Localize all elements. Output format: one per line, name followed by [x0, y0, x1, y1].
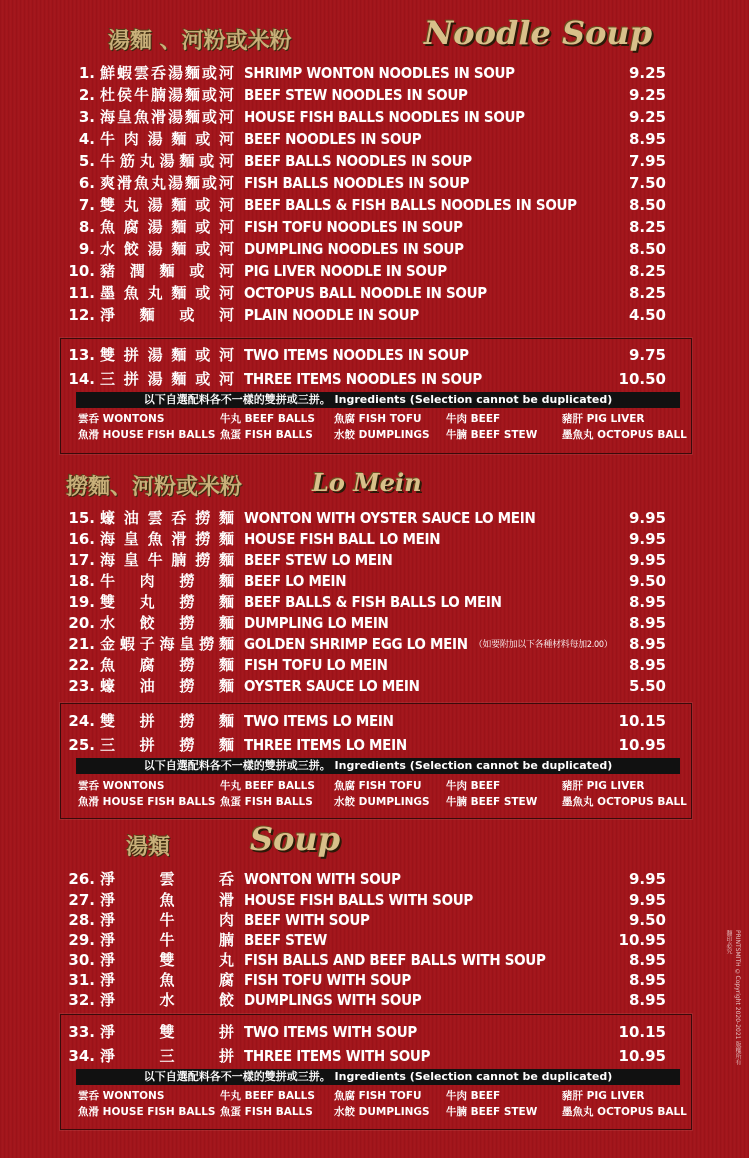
item-number: 5. — [78, 152, 95, 170]
item-name-cn: 海 皇 牛 腩 撈 麵 — [100, 551, 234, 569]
item-price: 8.95 — [628, 130, 666, 148]
item-name-cn: 淨 雙 拼 — [100, 1023, 234, 1041]
item-name-cn: 淨 雙 丸 — [100, 951, 234, 969]
menu-item — [0, 195, 749, 215]
item-name-en: HOUSE FISH BALLS WITH SOUP — [244, 891, 473, 909]
menu-item — [0, 173, 749, 193]
menu-item — [0, 930, 749, 950]
ingredient-option: 水餃 DUMPLINGS — [334, 796, 430, 808]
ingredient-option: 魚腐 FISH TOFU — [334, 413, 422, 425]
ingredient-option: 魚滑 HOUSE FISH BALLS — [78, 796, 216, 808]
item-number: 25. — [68, 736, 95, 754]
ingredient-option: 水餃 DUMPLINGS — [334, 1106, 430, 1118]
item-name-en: BEEF LO MEIN — [244, 572, 347, 590]
item-number: 6. — [78, 174, 95, 192]
ingredient-option: 魚腐 FISH TOFU — [334, 780, 422, 792]
item-name-cn: 淨 三 拼 — [100, 1047, 234, 1065]
item-name-cn: 墨 魚 丸 麵 或 河 — [100, 284, 234, 302]
ingredient-option: 豬肝 PIG LIVER — [562, 780, 645, 792]
item-name-cn: 三 拼 湯 麵 或 河 — [100, 370, 234, 388]
menu-item — [0, 890, 749, 910]
item-price: 9.50 — [628, 911, 666, 929]
ingredient-option: 魚滑 HOUSE FISH BALLS — [78, 1106, 216, 1118]
item-name-en: HOUSE FISH BALLS NOODLES IN SOUP — [244, 108, 525, 126]
item-name-cn: 杜 侯 牛 腩 湯 麵 或 河 — [100, 86, 234, 104]
ingredient-option: 牛丸 BEEF BALLS — [220, 780, 315, 792]
item-number: 8. — [78, 218, 95, 236]
menu-item — [0, 1046, 749, 1066]
item-name-cn: 海 皇 魚 滑 撈 麵 — [100, 530, 234, 548]
menu-item — [0, 711, 749, 731]
item-name-cn: 爽 滑 魚 丸 湯 麵 或 河 — [100, 174, 234, 192]
ingredient-option: 魚蛋 FISH BALLS — [220, 429, 313, 441]
item-price: 9.50 — [628, 572, 666, 590]
menu-item — [0, 151, 749, 171]
item-name-en: THREE ITEMS NOODLES IN SOUP — [244, 370, 482, 388]
item-price: 8.95 — [628, 656, 666, 674]
item-number: 28. — [68, 911, 95, 929]
item-price: 10.95 — [618, 1047, 666, 1065]
item-name-cn: 牛 肉 撈 麵 — [100, 572, 234, 590]
ingredient-option: 魚蛋 FISH BALLS — [220, 796, 313, 808]
item-name-en: PIG LIVER NOODLE IN SOUP — [244, 262, 447, 280]
item-price: 9.95 — [628, 509, 666, 527]
item-number: 26. — [68, 870, 95, 888]
item-name-cn: 雙 拼 湯 麵 或 河 — [100, 346, 234, 364]
menu-item — [0, 592, 749, 612]
item-name-en: FISH TOFU WITH SOUP — [244, 971, 411, 989]
ingredient-option: 豬肝 PIG LIVER — [562, 1090, 645, 1102]
item-name-cn: 淨 水 餃 — [100, 991, 234, 1009]
item-price: 9.75 — [628, 346, 666, 364]
item-name-en: WONTON WITH SOUP — [244, 870, 401, 888]
item-name-cn: 雙 丸 湯 麵 或 河 — [100, 196, 234, 214]
item-price: 8.25 — [628, 218, 666, 236]
ingredient-option: 牛丸 BEEF BALLS — [220, 1090, 315, 1102]
ingredient-option: 墨魚丸 OCTOPUS BALL — [562, 1106, 687, 1118]
item-name-cn: 淨 雲 呑 — [100, 870, 234, 888]
menu-item — [0, 970, 749, 990]
item-number: 1. — [78, 64, 95, 82]
item-name-en: BEEF STEW NOODLES IN SOUP — [244, 86, 468, 104]
item-number: 2. — [78, 86, 95, 104]
menu-item — [0, 676, 749, 696]
item-name-en: BEEF STEW LO MEIN — [244, 551, 393, 569]
ingredient-option: 牛肉 BEEF — [446, 1090, 501, 1102]
item-name-en: HOUSE FISH BALL LO MEIN — [244, 530, 441, 548]
ingredient-option: 魚滑 HOUSE FISH BALLS — [78, 429, 216, 441]
item-name-cn: 蠔 油 撈 麵 — [100, 677, 234, 695]
menu-item — [0, 869, 749, 889]
soup-title-cn: 湯類 — [126, 834, 171, 860]
ingredient-option: 牛肉 BEEF — [446, 780, 501, 792]
menu-item — [0, 129, 749, 149]
item-name-cn: 蠔 油 雲 呑 撈 麵 — [100, 509, 234, 527]
item-name-en: FISH TOFU NOODLES IN SOUP — [244, 218, 463, 236]
item-price: 8.50 — [628, 196, 666, 214]
item-price: 7.50 — [628, 174, 666, 192]
item-number: 23. — [68, 677, 95, 695]
item-number: 10. — [68, 262, 95, 280]
item-name-cn: 金 蝦 子 海 皇 撈 麵 — [100, 635, 234, 653]
menu-item — [0, 85, 749, 105]
item-number: 15. — [68, 509, 95, 527]
item-price: 8.95 — [628, 635, 666, 653]
item-number: 19. — [68, 593, 95, 611]
noodle-soup-title-en: Noodle Soup — [424, 14, 653, 52]
ingredient-option: 雲呑 WONTONS — [78, 780, 165, 792]
item-name-cn: 雙 拼 撈 麵 — [100, 712, 234, 730]
menu-item — [0, 345, 749, 365]
ingredient-option: 牛丸 BEEF BALLS — [220, 413, 315, 425]
item-price: 8.95 — [628, 614, 666, 632]
menu-item — [0, 950, 749, 970]
item-name-en: BEEF BALLS & FISH BALLS NOODLES IN SOUP — [244, 196, 577, 214]
item-name-en: BEEF STEW — [244, 931, 327, 949]
item-name-cn: 水 餃 湯 麵 或 河 — [100, 240, 234, 258]
item-name-cn: 淨 魚 腐 — [100, 971, 234, 989]
item-name-cn: 淨 魚 滑 — [100, 891, 234, 909]
menu-item — [0, 508, 749, 528]
item-name-cn: 淨 牛 肉 — [100, 911, 234, 929]
item-name-en: GOLDEN SHRIMP EGG LO MEIN （如要附加以下各種材料每加2.00） — [244, 635, 613, 653]
item-note: （如要附加以下各種材料每加2.00） — [473, 639, 613, 650]
item-number: 29. — [68, 931, 95, 949]
item-number: 9. — [78, 240, 95, 258]
item-price: 8.50 — [628, 240, 666, 258]
item-number: 11. — [68, 284, 95, 302]
item-price: 9.25 — [628, 86, 666, 104]
item-name-cn: 淨 牛 腩 — [100, 931, 234, 949]
item-number: 14. — [68, 370, 95, 388]
item-number: 13. — [68, 346, 95, 364]
item-number: 32. — [68, 991, 95, 1009]
item-name-en: THREE ITEMS WITH SOUP — [244, 1047, 431, 1065]
ingredients-bar: 以下自選配料各不一樣的雙拼或三拼。 Ingredients (Selection cannot be duplicated) — [76, 1069, 680, 1085]
item-price: 8.25 — [628, 284, 666, 302]
item-number: 18. — [68, 572, 95, 590]
ingredient-option: 魚蛋 FISH BALLS — [220, 1106, 313, 1118]
item-price: 9.95 — [628, 530, 666, 548]
item-name-en: TWO ITEMS NOODLES IN SOUP — [244, 346, 469, 364]
item-name-cn: 豬 潤 麵 或 河 — [100, 262, 234, 280]
item-number: 3. — [78, 108, 95, 126]
menu-item — [0, 613, 749, 633]
menu-item — [0, 990, 749, 1010]
item-number: 4. — [78, 130, 95, 148]
ingredient-option: 墨魚丸 OCTOPUS BALL — [562, 429, 687, 441]
ingredients-bar: 以下自選配料各不一樣的雙拼或三拼。 Ingredients (Selection cannot be duplicated) — [76, 392, 680, 408]
menu-item — [0, 571, 749, 591]
item-price: 8.25 — [628, 262, 666, 280]
item-name-en: OYSTER SAUCE LO MEIN — [244, 677, 420, 695]
item-name-cn: 三 拼 撈 麵 — [100, 736, 234, 754]
item-price: 7.95 — [628, 152, 666, 170]
noodle-soup-title-cn: 湯麵 、河粉或米粉 — [108, 28, 292, 54]
item-price: 8.95 — [628, 971, 666, 989]
ingredient-option: 魚腐 FISH TOFU — [334, 1090, 422, 1102]
item-name-en: PLAIN NOODLE IN SOUP — [244, 306, 419, 324]
item-number: 27. — [68, 891, 95, 909]
item-number: 34. — [68, 1047, 95, 1065]
item-price: 10.15 — [618, 712, 666, 730]
item-number: 33. — [68, 1023, 95, 1041]
ingredients-bar: 以下自選配料各不一樣的雙拼或三拼。 Ingredients (Selection cannot be duplicated) — [76, 758, 680, 774]
menu-item — [0, 63, 749, 83]
item-name-en: BEEF BALLS NOODLES IN SOUP — [244, 152, 472, 170]
item-number: 17. — [68, 551, 95, 569]
menu-item — [0, 655, 749, 675]
item-name-en: BEEF NOODLES IN SOUP — [244, 130, 422, 148]
item-name-en: DUMPLINGS WITH SOUP — [244, 991, 422, 1009]
item-number: 16. — [68, 530, 95, 548]
ingredient-option: 水餃 DUMPLINGS — [334, 429, 430, 441]
copyright-text: PRINTSMITH ©Copyright 2020-2021 版權所有 翻印必究 — [725, 930, 741, 1066]
ingredient-option: 豬肝 PIG LIVER — [562, 413, 645, 425]
lo-mein-title-en: Lo Mein — [312, 468, 422, 497]
ingredient-option: 牛肉 BEEF — [446, 413, 501, 425]
item-number: 12. — [68, 306, 95, 324]
menu-item — [0, 305, 749, 325]
item-name-en: FISH BALLS AND BEEF BALLS WITH SOUP — [244, 951, 546, 969]
item-name-en: FISH TOFU LO MEIN — [244, 656, 388, 674]
item-price: 8.95 — [628, 991, 666, 1009]
item-price: 4.50 — [628, 306, 666, 324]
item-name-en: TWO ITEMS WITH SOUP — [244, 1023, 417, 1041]
soup-title-en: Soup — [250, 820, 341, 858]
item-name-cn: 魚 腐 撈 麵 — [100, 656, 234, 674]
item-price: 5.50 — [628, 677, 666, 695]
item-name-en: BEEF BALLS & FISH BALLS LO MEIN — [244, 593, 502, 611]
item-name-en: SHRIMP WONTON NOODLES IN SOUP — [244, 64, 515, 82]
item-name-cn: 魚 腐 湯 麵 或 河 — [100, 218, 234, 236]
item-name-cn: 海 皇 魚 滑 湯 麵 或 河 — [100, 108, 234, 126]
item-name-cn: 淨 麵 或 河 — [100, 306, 234, 324]
item-number: 20. — [68, 614, 95, 632]
item-price: 10.95 — [618, 931, 666, 949]
menu-item — [0, 634, 749, 654]
item-price: 8.95 — [628, 951, 666, 969]
menu-item — [0, 217, 749, 237]
item-price: 9.95 — [628, 870, 666, 888]
ingredient-option: 雲呑 WONTONS — [78, 1090, 165, 1102]
menu-item — [0, 735, 749, 755]
item-number: 24. — [68, 712, 95, 730]
menu-item — [0, 107, 749, 127]
ingredient-option: 墨魚丸 OCTOPUS BALL — [562, 796, 687, 808]
item-name-cn: 雙 丸 撈 麵 — [100, 593, 234, 611]
menu-item — [0, 550, 749, 570]
item-name-en: DUMPLING NOODLES IN SOUP — [244, 240, 464, 258]
item-name-en: OCTOPUS BALL NOODLE IN SOUP — [244, 284, 487, 302]
item-price: 8.95 — [628, 593, 666, 611]
item-number: 22. — [68, 656, 95, 674]
item-name-en: FISH BALLS NOODLES IN SOUP — [244, 174, 470, 192]
item-name-en: DUMPLING LO MEIN — [244, 614, 389, 632]
item-number: 31. — [68, 971, 95, 989]
item-name-cn: 牛 肉 湯 麵 或 河 — [100, 130, 234, 148]
item-name-en: BEEF WITH SOUP — [244, 911, 370, 929]
menu-item — [0, 529, 749, 549]
item-name-cn: 鮮 蝦 雲 呑 湯 麵 或 河 — [100, 64, 234, 82]
item-number: 7. — [78, 196, 95, 214]
item-name-en: WONTON WITH OYSTER SAUCE LO MEIN — [244, 509, 536, 527]
menu-item — [0, 239, 749, 259]
item-name-en: TWO ITEMS LO MEIN — [244, 712, 394, 730]
item-number: 21. — [68, 635, 95, 653]
item-price: 9.95 — [628, 551, 666, 569]
ingredient-option: 牛腩 BEEF STEW — [446, 429, 538, 441]
menu-item — [0, 369, 749, 389]
ingredient-option: 雲呑 WONTONS — [78, 413, 165, 425]
menu-item — [0, 1022, 749, 1042]
item-price: 10.50 — [618, 370, 666, 388]
menu-item — [0, 910, 749, 930]
ingredient-option: 牛腩 BEEF STEW — [446, 796, 538, 808]
item-price: 10.95 — [618, 736, 666, 754]
menu-item — [0, 261, 749, 281]
item-price: 9.95 — [628, 891, 666, 909]
item-number: 30. — [68, 951, 95, 969]
menu-item — [0, 283, 749, 303]
item-price: 10.15 — [618, 1023, 666, 1041]
item-name-en: THREE ITEMS LO MEIN — [244, 736, 407, 754]
item-price: 9.25 — [628, 64, 666, 82]
ingredient-option: 牛腩 BEEF STEW — [446, 1106, 538, 1118]
item-name-cn: 牛 筋 丸 湯 麵 或 河 — [100, 152, 234, 170]
item-price: 9.25 — [628, 108, 666, 126]
lo-mein-title-cn: 撈麵、河粉或米粉 — [66, 474, 243, 500]
item-name-cn: 水 餃 撈 麵 — [100, 614, 234, 632]
